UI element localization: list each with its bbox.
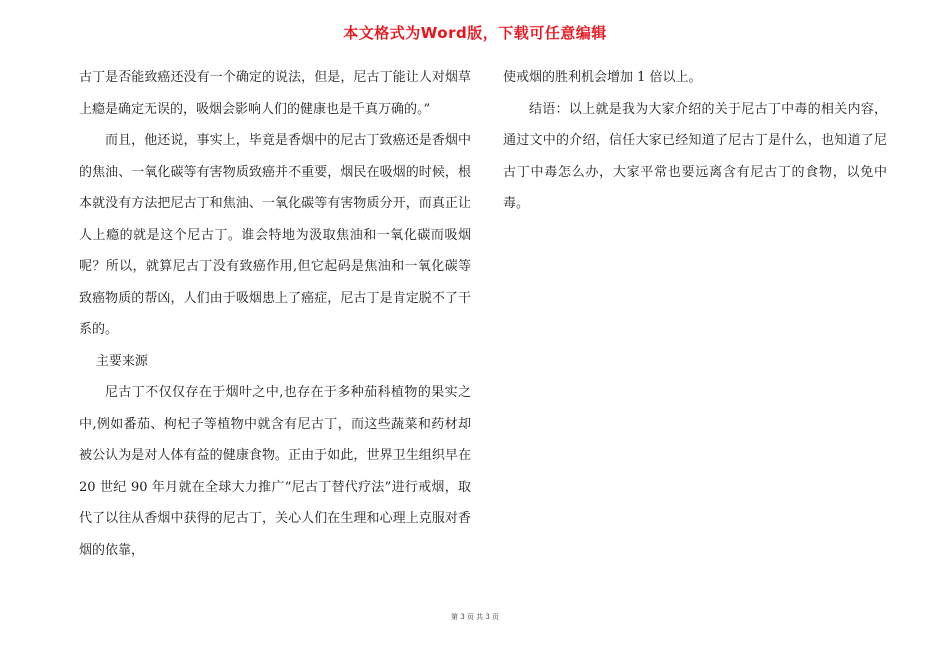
paragraph-main-sources: 尼古丁不仅仅存在于烟叶之中,也存在于多种茄科植物的果实之中,例如番茄、枸杞子等植物中就含有尼古丁，而这些蔬菜和药材却被公认为是对人体有益的健康食物。正由于如此，世界卫生组织早在 20 世纪 90 年月就在全球大力推广“尼古丁替代疗法”进行戒烟，取代了以往从香烟中获得的尼古丁，关心人们在生理和心理上克服对香烟的依靠， <box>79 385 471 558</box>
right-text-column <box>503 62 887 220</box>
paragraph-continuation-right: 使戒烟的胜利机会增加 1 倍以上。 <box>503 70 702 85</box>
section-heading-main-sources: 主要来源 <box>95 353 148 369</box>
paragraph-continuation: 古丁是否能致癌还没有一个确定的说法，但是，尼古丁能让人对烟草上瘾是确定无误的，吸烟会影响人们的健康也是千真万确的。” <box>79 70 471 117</box>
paragraph-nicotine-carcinogen: 而且，他还说，事实上，毕竟是香烟中的尼古丁致癌还是香烟中的焦油、一氧化碳等有害物质致癌并不重要，烟民在吸烟的时候，根本就没有方法把尼古丁和焦油、一氧化碳等有害物质分开，而真正让人上瘾的就是这个尼古丁。谁会特地为汲取焦油和一氧化碳而吸烟呢？所以，就算尼古丁没有致癌作用,但它起码是焦油和一氧化碳等致癌物质的帮凶，人们由于吸烟患上了癌症，尼古丁是肯定脱不了干系的。 <box>79 133 471 337</box>
paragraph-conclusion: 结语：以上就是我为大家介绍的关于尼古丁中毒的相关内容，通过文中的介绍，信任大家已经知道了尼古丁是什么，也知道了尼古丁中毒怎么办，大家平常也要远离含有尼古丁的食物，以免中毒。 <box>503 101 887 211</box>
document-header-banner: 本文格式为Word版，下载可任意编辑 <box>343 24 607 42</box>
left-text-column <box>79 62 471 566</box>
page-number-footer: 第 3 页 共 3 页 <box>450 613 500 621</box>
